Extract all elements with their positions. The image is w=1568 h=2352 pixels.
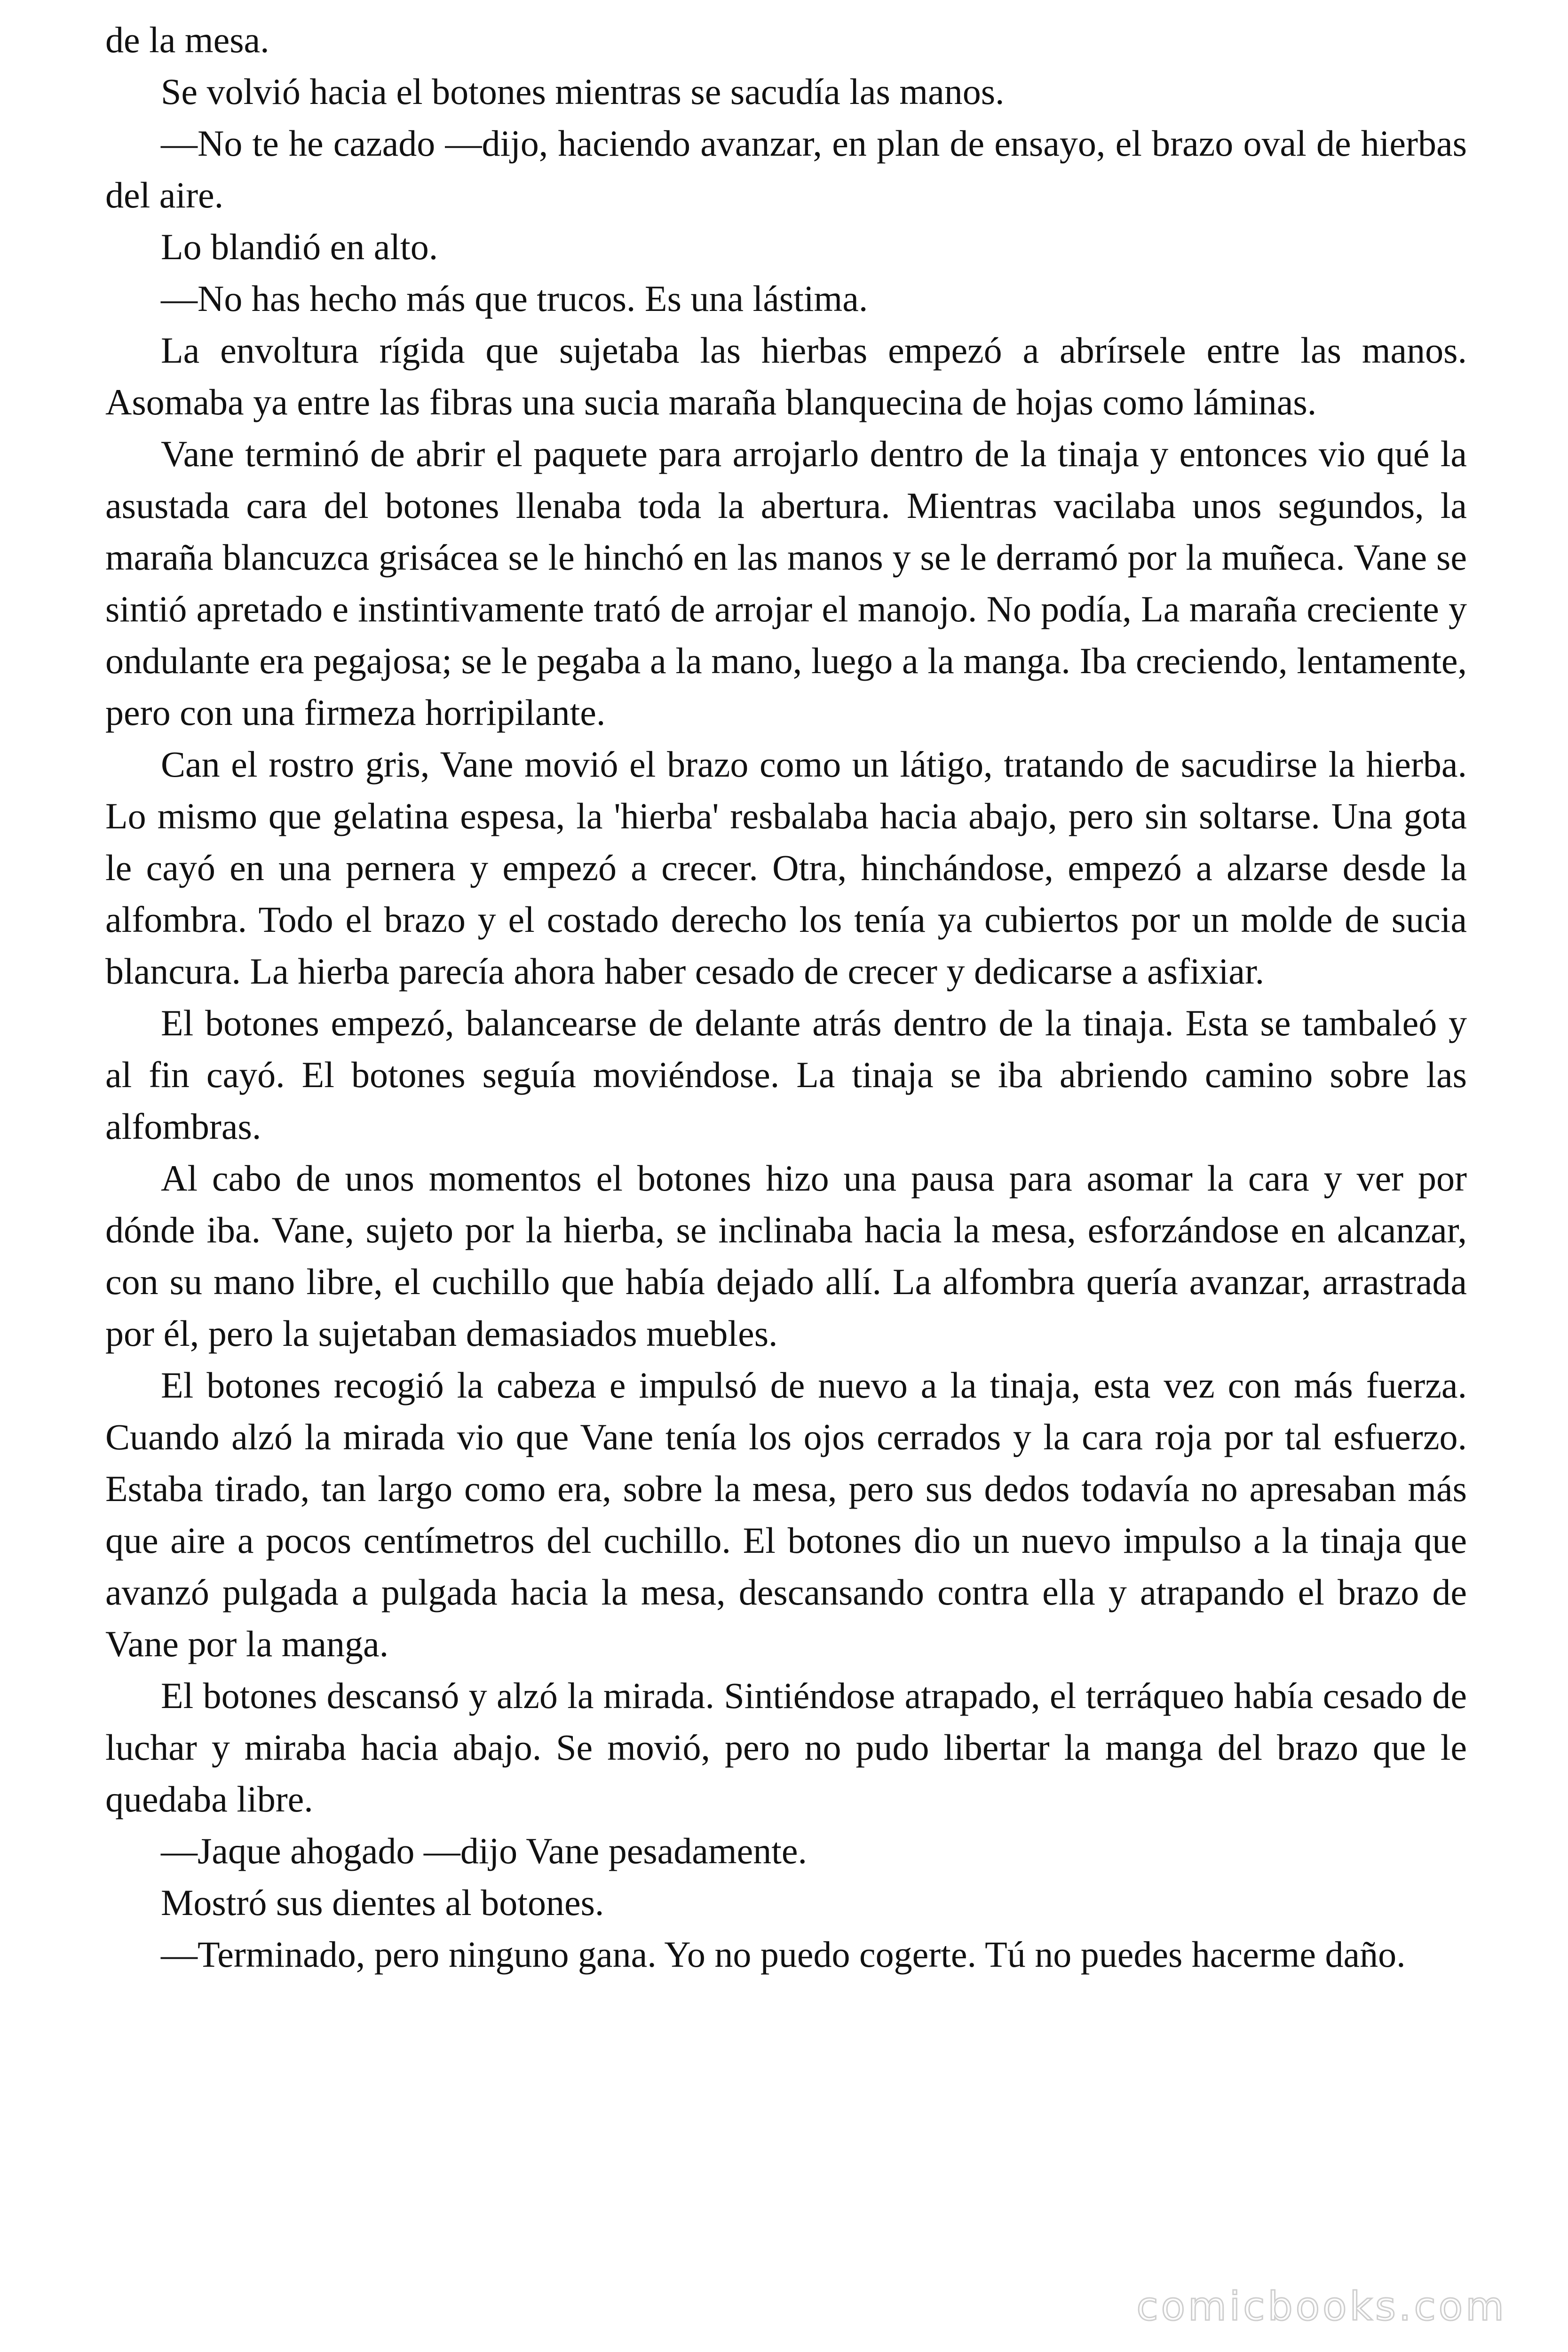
watermark: comicbooks.com [1136,2283,1507,2329]
paragraph-6: La envoltura rígida que sujetaba las hierbas empezó a abrírsele entre las manos. Asomaba ya entre las fibras una sucia maraña blanquecina de hojas como láminas. [105,330,1467,422]
paragraph-13: —Jaque ahogado —dijo Vane pesadamente. [161,1830,807,1871]
paragraph-4: Lo blandió en alto. [161,226,438,267]
paragraph-10: Al cabo de unos momentos el botones hizo una pausa para asomar la cara y ver por dónde iba. Vane, sujeto por la hierba, se inclinaba hacia la mesa, esforzándose en alcanzar, con su mano libre, el cuchillo que había dejado allí. La alfombra quería avanzar, arrastrada por él, pero la sujetaban demasiados muebles. [105,1158,1467,1354]
paragraph-12: El botones descansó y alzó la mirada. Sintiéndose atrapado, el terráqueo había cesado de luchar y miraba hacia abajo. Se movió, pero no pudo libertar la manga del brazo que le quedaba libre. [105,1675,1467,1820]
paragraph-8: Can el rostro gris, Vane movió el brazo como un látigo, tratando de sacudirse la hierba. Lo mismo que gelatina espesa, la 'hierba' resbalaba hacia abajo, pero sin soltarse. Una gota le cayó en una pernera y empezó a crecer. Otra, hinchándose, empezó a alzarse desde la alfombra. Todo el brazo y el costado derecho los tenía ya cubiertos por un molde de sucia blancura. La hierba parecía ahora haber cesado de crecer y dedicarse a asfixiar. [105,744,1467,992]
page-text [105,14,1467,1980]
paragraph-1: de la mesa. [105,19,269,60]
paragraph-2: Se volvió hacia el botones mientras se sacudía las manos. [161,71,1005,112]
paragraph-9: El botones empezó, balancearse de delante atrás dentro de la tinaja. Esta se tambaleó y al fin cayó. El botones seguía moviéndose. La tinaja se iba abriendo camino sobre las alfombras. [105,1002,1467,1147]
paragraph-15: —Terminado, pero ninguno gana. Yo no puedo cogerte. Tú no puedes hacerme daño. [161,1934,1406,1975]
paragraph-7: Vane terminó de abrir el paquete para arrojarlo dentro de la tinaja y entonces vio qué la asustada cara del botones llenaba toda la abertura. Mientras vacilaba unos segundos, la maraña blancuzca grisácea se le hinchó en las manos y se le derramó por la muñeca. Vane se sintió apretado e instintivamente trató de arrojar el manojo. No podía, La maraña creciente y ondulante era pegajosa; se le pegaba a la mano, luego a la manga. Iba creciendo, lentamente, pero con una firmeza horripilante. [105,433,1467,733]
paragraph-14: Mostró sus dientes al botones. [161,1882,604,1923]
paragraph-11: El botones recogió la cabeza e impulsó de nuevo a la tinaja, esta vez con más fuerza. Cuando alzó la mirada vio que Vane tenía los ojos cerrados y la cara roja por tal esfuerzo. Estaba tirado, tan largo como era, sobre la mesa, pero sus dedos todavía no apresaban más que aire a pocos centímetros del cuchillo. El botones dio un nuevo impulso a la tinaja que avanzó pulgada a pulgada hacia la mesa, descansando contra ella y atrapando el brazo de Vane por la manga. [105,1365,1467,1664]
paragraph-3: —No te he cazado —dijo, haciendo avanzar, en plan de ensayo, el brazo oval de hierbas del aire. [105,123,1467,215]
paragraph-5: —No has hecho más que trucos. Es una lástima. [161,278,868,319]
